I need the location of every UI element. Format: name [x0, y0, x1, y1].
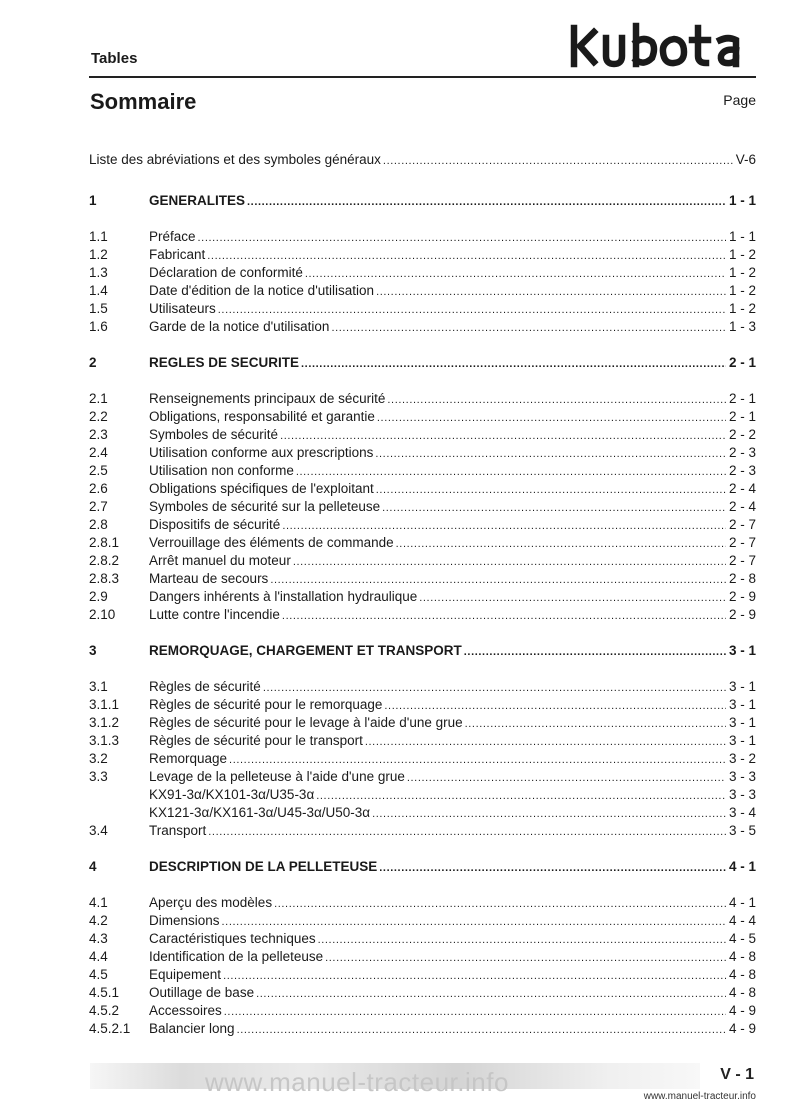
toc-row[interactable] — [89, 498, 756, 516]
toc-number: 2.1 — [89, 391, 108, 406]
toc-page: 4 - 5 — [728, 931, 756, 946]
toc-chapter-row[interactable] — [89, 354, 756, 372]
toc-leader-dots — [229, 751, 726, 769]
toc-number: 2.4 — [89, 445, 108, 460]
toc-row[interactable] — [89, 714, 756, 732]
toc-number: 4.5 — [89, 967, 108, 982]
toc-page: 2 - 9 — [728, 607, 756, 622]
toc-leader-dots — [198, 229, 726, 247]
footer-url: www.manuel-tracteur.info — [643, 1091, 756, 1102]
toc-title: Obligations, responsabilité et garantie — [149, 409, 375, 424]
toc-leader-dots — [383, 152, 733, 170]
toc-page: 2 - 8 — [728, 571, 756, 586]
toc-page: 3 - 1 — [728, 733, 756, 748]
toc-title: Dangers inhérents à l'installation hydraulique — [149, 589, 418, 604]
toc-title: Utilisateurs — [149, 301, 216, 316]
toc-title: Fabricant — [149, 247, 206, 262]
toc-page: 1 - 1 — [728, 193, 756, 208]
toc-row[interactable] — [89, 588, 756, 606]
toc-leader-dots — [331, 319, 726, 337]
toc-leader-dots — [296, 463, 726, 481]
toc-title: Caractéristiques techniques — [149, 931, 316, 946]
toc-page: 2 - 1 — [728, 355, 756, 370]
toc-chapter-row[interactable] — [89, 858, 756, 876]
toc-title: Utilisation conforme aux prescriptions — [149, 445, 374, 460]
toc-page: 1 - 1 — [728, 229, 756, 244]
toc-chapter-row[interactable] — [89, 642, 756, 660]
toc-page: 4 - 8 — [728, 967, 756, 982]
toc-page: 2 - 1 — [728, 391, 756, 406]
toc-page: 3 - 1 — [728, 679, 756, 694]
toc-leader-dots — [376, 283, 726, 301]
toc-leader-dots — [365, 733, 726, 751]
toc-page: 4 - 1 — [728, 859, 756, 874]
toc-page: 2 - 9 — [728, 589, 756, 604]
toc-number: 4.1 — [89, 895, 108, 910]
toc-leader-dots — [237, 1021, 726, 1039]
toc-page: 1 - 2 — [728, 301, 756, 316]
page-number: V - 1 — [720, 1066, 754, 1083]
toc-page: 3 - 1 — [728, 715, 756, 730]
toc-leader-dots — [280, 427, 726, 445]
toc-number: 4.5.2.1 — [89, 1021, 131, 1036]
toc-number: 4.5.1 — [89, 985, 120, 1000]
toc-page: 3 - 3 — [728, 769, 756, 784]
toc-row[interactable] — [89, 948, 756, 966]
toc-row[interactable] — [89, 534, 756, 552]
toc-page: 4 - 9 — [728, 1021, 756, 1036]
toc-leader-dots — [384, 697, 726, 715]
toc-page: 4 - 4 — [728, 913, 756, 928]
toc-page: 1 - 3 — [728, 319, 756, 334]
toc-title: Symboles de sécurité sur la pelleteuse — [149, 499, 381, 514]
toc-number: 3.3 — [89, 769, 108, 784]
toc-page: 4 - 8 — [728, 985, 756, 1000]
toc-number: 1.1 — [89, 229, 108, 244]
section-label: Tables — [91, 50, 138, 67]
toc-leader-dots — [282, 517, 726, 535]
toc-row[interactable] — [89, 894, 756, 912]
toc-row[interactable] — [89, 444, 756, 462]
toc-leader-dots — [465, 715, 726, 733]
toc-title: Obligations spécifiques de l'exploitant — [149, 481, 374, 496]
toc-page: 4 - 8 — [728, 949, 756, 964]
toc-page: 3 - 4 — [728, 805, 756, 820]
toc-leader-dots — [224, 1003, 726, 1021]
toc-row[interactable] — [89, 966, 756, 984]
toc-leader-dots — [207, 247, 726, 265]
toc-row[interactable] — [89, 750, 756, 768]
toc-leader-dots — [464, 643, 726, 661]
toc-number: 2.7 — [89, 499, 108, 514]
toc-number: 2.10 — [89, 607, 116, 622]
toc-row[interactable] — [89, 426, 756, 444]
toc-page: 2 - 7 — [728, 517, 756, 532]
toc-title: Garde de la notice d'utilisation — [149, 319, 330, 334]
toc-title: Symboles de sécurité — [149, 427, 279, 442]
toc-title: Levage de la pelleteuse à l'aide d'une grue — [149, 769, 405, 784]
toc-leader-dots — [372, 805, 726, 823]
toc-page: 4 - 1 — [728, 895, 756, 910]
toc-leader-dots — [419, 589, 726, 607]
toc-number: 2.8.1 — [89, 535, 120, 550]
toc-row[interactable] — [89, 264, 756, 282]
toc-title: Date d'édition de la notice d'utilisation — [149, 283, 375, 298]
toc-title: Accessoires — [149, 1003, 222, 1018]
toc-number: 1.3 — [89, 265, 108, 280]
toc-leader-dots — [387, 391, 726, 409]
toc-row[interactable] — [89, 462, 756, 480]
toc-title: Règles de sécurité pour le levage à l'aide d'une grue — [149, 715, 463, 730]
toc-title: KX121-3α/KX161-3α/U45-3α/U50-3α — [149, 805, 371, 820]
toc-leader-dots — [222, 913, 726, 931]
toc-title: Dispositifs de sécurité — [149, 517, 281, 532]
header-rule — [89, 76, 756, 78]
toc-leader-dots — [379, 859, 726, 877]
toc-chapter-row[interactable] — [89, 192, 756, 210]
toc-number: 3 — [89, 643, 97, 658]
toc-title: Dimensions — [149, 913, 220, 928]
toc-number: 2 — [89, 355, 97, 370]
toc-number: 4 — [89, 859, 97, 874]
page-title: Sommaire — [90, 89, 197, 114]
toc-number: 2.8.2 — [89, 553, 120, 568]
toc-title: Outillage de base — [149, 985, 255, 1000]
toc-title: Utilisation non conforme — [149, 463, 294, 478]
toc-row[interactable] — [89, 606, 756, 624]
toc-leader-dots — [382, 499, 726, 517]
toc-row[interactable] — [89, 984, 756, 1002]
toc-page: 2 - 7 — [728, 535, 756, 550]
toc-row[interactable] — [89, 804, 756, 822]
toc-title: REGLES DE SECURITE — [149, 355, 300, 370]
toc-title: Renseignements principaux de sécurité — [149, 391, 386, 406]
toc-title: KX91-3α/KX101-3α/U35-3α — [149, 787, 315, 802]
toc-number: 1.4 — [89, 283, 108, 298]
toc-number: 4.5.2 — [89, 1003, 120, 1018]
toc-title: Remorquage — [149, 751, 228, 766]
toc-leader-dots — [247, 193, 726, 211]
toc-row[interactable] — [89, 228, 756, 246]
toc-number: 1 — [89, 193, 97, 208]
toc-title: Déclaration de conformité — [149, 265, 303, 280]
toc-page: 3 - 1 — [728, 697, 756, 712]
toc-page: 2 - 4 — [728, 499, 756, 514]
toc-row[interactable] — [89, 930, 756, 948]
toc-number: 4.2 — [89, 913, 108, 928]
toc-number: 1.5 — [89, 301, 108, 316]
toc-leader-dots — [256, 985, 726, 1003]
page-column-label: Page — [723, 92, 756, 108]
toc-number: 2.3 — [89, 427, 108, 442]
toc-number: 3.2 — [89, 751, 108, 766]
toc-leader-dots — [301, 355, 726, 373]
toc-leader-dots — [407, 769, 726, 787]
toc-number: 4.4 — [89, 949, 108, 964]
toc-leader-dots — [270, 571, 726, 589]
toc-row[interactable] — [89, 552, 756, 570]
toc-number: 2.9 — [89, 589, 108, 604]
toc-leader-dots — [376, 481, 726, 499]
toc-page: 2 - 7 — [728, 553, 756, 568]
toc-number: 1.6 — [89, 319, 108, 334]
toc-page: 1 - 2 — [728, 247, 756, 262]
toc-row[interactable] — [89, 246, 756, 264]
toc-page: 2 - 2 — [728, 427, 756, 442]
toc-leader-dots — [325, 949, 726, 967]
toc-leader-dots — [223, 967, 726, 985]
toc-row[interactable] — [89, 390, 756, 408]
toc-number: 2.8.3 — [89, 571, 120, 586]
toc-page: 3 - 3 — [728, 787, 756, 802]
toc-leader-dots — [282, 607, 726, 625]
toc-title: Balancier long — [149, 1021, 235, 1036]
toc-number: 2.5 — [89, 463, 108, 478]
toc-number: 3.4 — [89, 823, 108, 838]
toc-row[interactable] — [89, 408, 756, 426]
toc-title: Arrêt manuel du moteur — [149, 553, 291, 568]
toc-title: Règles de sécurité pour le transport — [149, 733, 363, 748]
toc-number: 4.3 — [89, 931, 108, 946]
toc-number: 3.1.2 — [89, 715, 120, 730]
toc-row[interactable] — [89, 300, 756, 318]
toc-leader-dots — [375, 445, 726, 463]
toc-number: 2.6 — [89, 481, 108, 496]
toc-title: REMORQUAGE, CHARGEMENT ET TRANSPORT — [149, 643, 462, 658]
toc-leader-dots — [377, 409, 726, 427]
toc-number: 3.1 — [89, 679, 108, 694]
toc-title: Liste des abréviations et des symboles généraux — [89, 152, 381, 167]
toc-page: 2 - 3 — [728, 445, 756, 460]
toc-page: 2 - 3 — [728, 463, 756, 478]
toc-number: 2.2 — [89, 409, 108, 424]
toc-number: 3.1.1 — [89, 697, 120, 712]
toc-row[interactable] — [89, 786, 756, 804]
toc-leader-dots — [305, 265, 726, 283]
toc-title: Identification de la pelleteuse — [149, 949, 324, 964]
toc-page: 1 - 2 — [728, 265, 756, 280]
toc-row[interactable] — [89, 696, 756, 714]
toc-leader-dots — [316, 787, 726, 805]
toc-row[interactable] — [89, 732, 756, 750]
toc-row[interactable] — [89, 768, 756, 786]
toc-title: Transport — [149, 823, 207, 838]
toc-page: 3 - 1 — [728, 643, 756, 658]
toc-row[interactable] — [89, 570, 756, 588]
toc-row[interactable] — [89, 151, 756, 169]
toc-row[interactable] — [89, 282, 756, 300]
toc-leader-dots — [218, 301, 726, 319]
toc-row[interactable] — [89, 480, 756, 498]
toc-row[interactable] — [89, 678, 756, 696]
toc-title: Règles de sécurité pour le remorquage — [149, 697, 383, 712]
toc-leader-dots — [293, 553, 726, 571]
toc-number: 2.8 — [89, 517, 108, 532]
toc-number: 1.2 — [89, 247, 108, 262]
kubota-logo — [568, 20, 758, 72]
toc-row[interactable] — [89, 516, 756, 534]
toc-title: Lutte contre l'incendie — [149, 607, 280, 622]
toc-page: 3 - 2 — [728, 751, 756, 766]
toc-page: V-6 — [735, 152, 756, 167]
toc-row[interactable] — [89, 318, 756, 336]
toc-number: 3.1.3 — [89, 733, 120, 748]
toc-title: Marteau de secours — [149, 571, 269, 586]
toc-leader-dots — [318, 931, 726, 949]
toc-leader-dots — [263, 679, 726, 697]
toc-title: Equipement — [149, 967, 222, 982]
toc-row[interactable] — [89, 912, 756, 930]
toc-leader-dots — [396, 535, 726, 553]
toc-title: DESCRIPTION DE LA PELLETEUSE — [149, 859, 378, 874]
toc-page: 1 - 2 — [728, 283, 756, 298]
toc-leader-dots — [208, 823, 726, 841]
toc-page: 4 - 9 — [728, 1003, 756, 1018]
toc-leader-dots — [274, 895, 726, 913]
toc-title: Verrouillage des éléments de commande — [149, 535, 394, 550]
toc-row[interactable] — [89, 1020, 756, 1038]
toc-row[interactable] — [89, 822, 756, 840]
toc-page: 3 - 5 — [728, 823, 756, 838]
toc-row[interactable] — [89, 1002, 756, 1020]
toc-title: Aperçu des modèles — [149, 895, 273, 910]
toc-title: Préface — [149, 229, 196, 244]
toc-title: GENERALITES — [149, 193, 246, 208]
watermark: www.manuel-tracteur.info — [205, 1067, 509, 1097]
toc-title: Règles de sécurité — [149, 679, 261, 694]
toc-page: 2 - 4 — [728, 481, 756, 496]
toc-page: 2 - 1 — [728, 409, 756, 424]
